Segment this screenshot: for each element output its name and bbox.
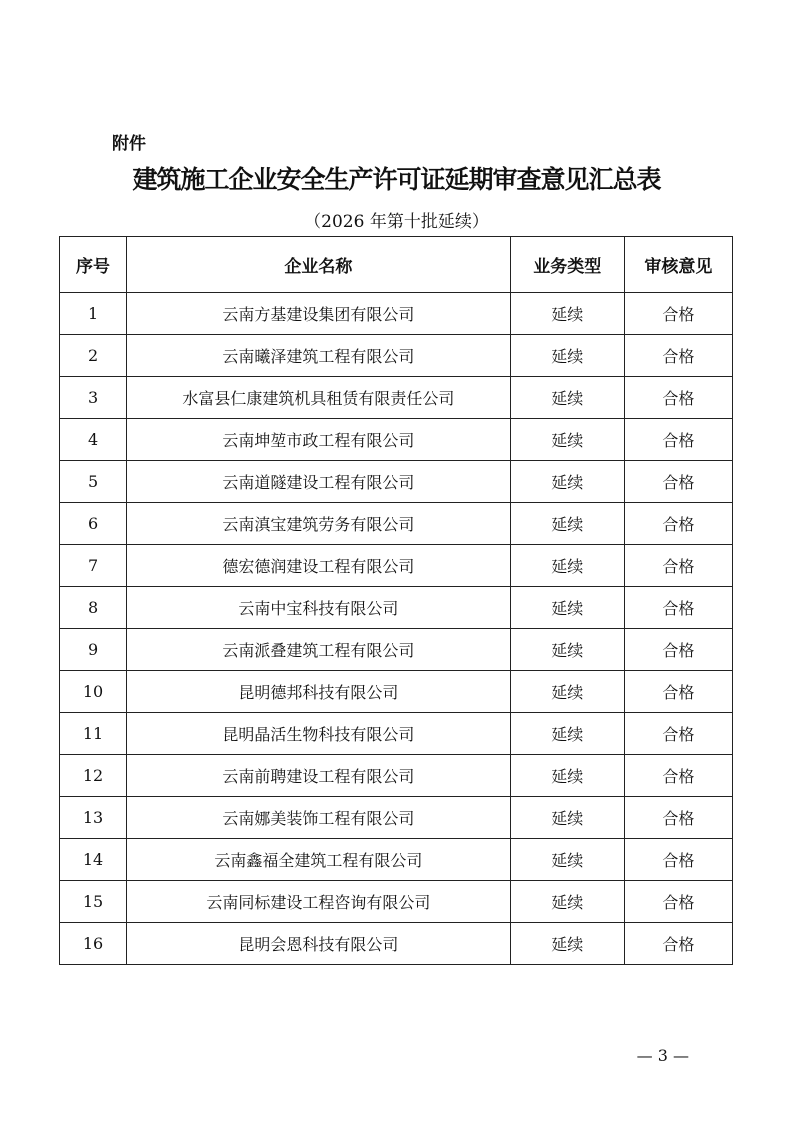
cell-company-name: 云南坤堃市政工程有限公司 [127, 419, 511, 461]
header-serial-number: 序号 [60, 237, 127, 293]
cell-serial-number: 13 [60, 797, 127, 839]
cell-business-type: 延续 [510, 923, 624, 965]
cell-company-name: 云南中宝科技有限公司 [127, 587, 511, 629]
cell-review-opinion: 合格 [624, 335, 732, 377]
cell-company-name: 德宏德润建设工程有限公司 [127, 545, 511, 587]
cell-serial-number: 4 [60, 419, 127, 461]
table-row [60, 839, 733, 881]
cell-company-name: 昆明晶活生物科技有限公司 [127, 713, 511, 755]
table-row [60, 587, 733, 629]
cell-business-type: 延续 [510, 545, 624, 587]
cell-company-name: 云南派叠建筑工程有限公司 [127, 629, 511, 671]
cell-business-type: 延续 [510, 671, 624, 713]
cell-serial-number: 7 [60, 545, 127, 587]
cell-company-name: 云南方基建设集团有限公司 [127, 293, 511, 335]
table-row [60, 629, 733, 671]
table-row [60, 755, 733, 797]
cell-review-opinion: 合格 [624, 461, 732, 503]
cell-company-name: 云南鑫福全建筑工程有限公司 [127, 839, 511, 881]
cell-business-type: 延续 [510, 629, 624, 671]
cell-review-opinion: 合格 [624, 755, 732, 797]
summary-table [59, 236, 733, 965]
cell-serial-number: 2 [60, 335, 127, 377]
cell-review-opinion: 合格 [624, 839, 732, 881]
table-row [60, 545, 733, 587]
cell-business-type: 延续 [510, 335, 624, 377]
cell-review-opinion: 合格 [624, 419, 732, 461]
cell-serial-number: 12 [60, 755, 127, 797]
table-row [60, 671, 733, 713]
cell-review-opinion: 合格 [624, 545, 732, 587]
cell-serial-number: 11 [60, 713, 127, 755]
table-row [60, 881, 733, 923]
cell-business-type: 延续 [510, 503, 624, 545]
page-number: — 3 — [636, 1046, 689, 1065]
cell-serial-number: 6 [60, 503, 127, 545]
cell-company-name: 水富县仁康建筑机具租赁有限责任公司 [127, 377, 511, 419]
cell-company-name: 云南前聘建设工程有限公司 [127, 755, 511, 797]
table-header-row [60, 237, 733, 293]
cell-business-type: 延续 [510, 839, 624, 881]
header-review-opinion: 审核意见 [624, 237, 732, 293]
cell-review-opinion: 合格 [624, 713, 732, 755]
table-row [60, 335, 733, 377]
cell-business-type: 延续 [510, 755, 624, 797]
cell-review-opinion: 合格 [624, 377, 732, 419]
cell-company-name: 云南滇宝建筑劳务有限公司 [127, 503, 511, 545]
table-row [60, 419, 733, 461]
cell-business-type: 延续 [510, 377, 624, 419]
cell-company-name: 昆明会恩科技有限公司 [127, 923, 511, 965]
cell-serial-number: 3 [60, 377, 127, 419]
cell-company-name: 云南娜美装饰工程有限公司 [127, 797, 511, 839]
cell-company-name: 云南曦泽建筑工程有限公司 [127, 335, 511, 377]
cell-business-type: 延续 [510, 797, 624, 839]
cell-serial-number: 1 [60, 293, 127, 335]
table-row [60, 713, 733, 755]
cell-business-type: 延续 [510, 419, 624, 461]
cell-review-opinion: 合格 [624, 629, 732, 671]
attachment-label: 附件 [112, 134, 146, 154]
cell-company-name: 云南道隧建设工程有限公司 [127, 461, 511, 503]
cell-serial-number: 15 [60, 881, 127, 923]
table-row [60, 377, 733, 419]
cell-serial-number: 5 [60, 461, 127, 503]
cell-company-name: 昆明德邦科技有限公司 [127, 671, 511, 713]
table-row [60, 923, 733, 965]
table-row [60, 293, 733, 335]
cell-serial-number: 9 [60, 629, 127, 671]
cell-review-opinion: 合格 [624, 923, 732, 965]
cell-business-type: 延续 [510, 587, 624, 629]
cell-review-opinion: 合格 [624, 671, 732, 713]
cell-business-type: 延续 [510, 293, 624, 335]
table-row [60, 461, 733, 503]
cell-review-opinion: 合格 [624, 503, 732, 545]
cell-review-opinion: 合格 [624, 293, 732, 335]
cell-company-name: 云南同标建设工程咨询有限公司 [127, 881, 511, 923]
table-body [60, 293, 733, 965]
cell-review-opinion: 合格 [624, 797, 732, 839]
cell-review-opinion: 合格 [624, 587, 732, 629]
header-business-type: 业务类型 [510, 237, 624, 293]
cell-business-type: 延续 [510, 881, 624, 923]
document-subtitle: （2026 年第十批延续） [304, 212, 489, 232]
table-row [60, 503, 733, 545]
cell-serial-number: 16 [60, 923, 127, 965]
header-company-name: 企业名称 [127, 237, 511, 293]
cell-review-opinion: 合格 [624, 881, 732, 923]
cell-business-type: 延续 [510, 713, 624, 755]
cell-business-type: 延续 [510, 461, 624, 503]
cell-serial-number: 8 [60, 587, 127, 629]
document-title: 建筑施工企业安全生产许可证延期审查意见汇总表 [132, 165, 661, 194]
cell-serial-number: 10 [60, 671, 127, 713]
cell-serial-number: 14 [60, 839, 127, 881]
table-row [60, 797, 733, 839]
